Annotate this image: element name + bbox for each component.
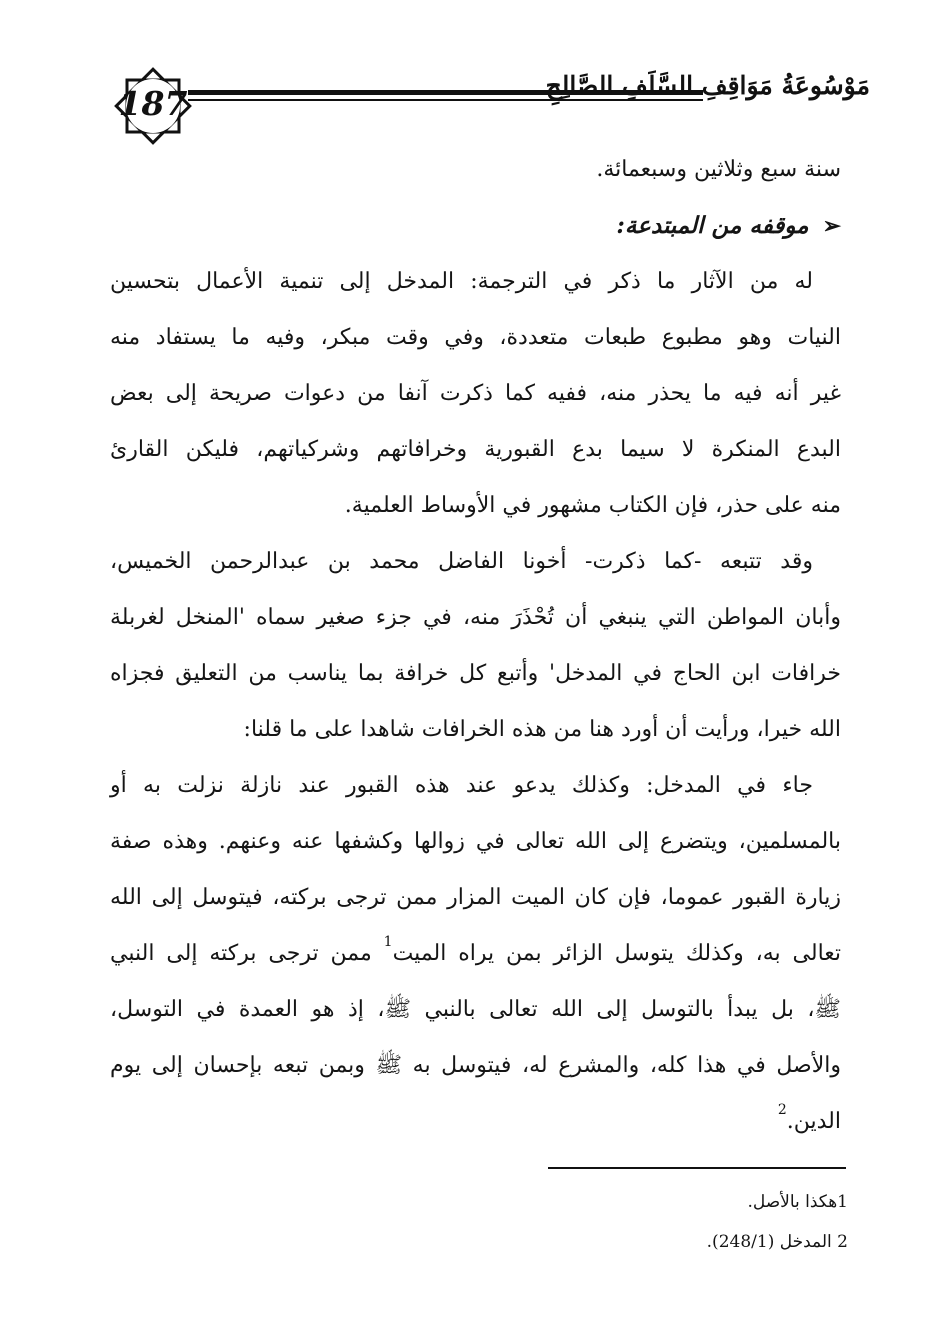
text-segment: ممن ترجى بركته إلى النبي	[110, 941, 372, 966]
section-heading	[110, 198, 841, 254]
text-line: والأصل في هذا كله، والمشرع له، فيتوسل به ﷺ وبمن تبعه بإحسان إلى يوم	[110, 1053, 841, 1078]
page-header	[95, 58, 870, 148]
text-line: الله خيرا، ورأيت أن أورد هنا من هذه الخرافات شاهدا على ما قلنا:	[243, 717, 841, 742]
text-line: وأبان المواطن التي ينبغي أن تُحْذَرَ منه، في جزء صغير سماه 'المنخل لغربلة	[110, 605, 841, 630]
text-line: خرافات ابن الحاج في المدخل' وأتبع كل خرافة بما يناسب من التعليق فجزاه	[110, 661, 841, 686]
text-line: زيارة القبور عموما، فإن كان الميت المزار ممن ترجى بركته، فيتوسل إلى الله	[110, 885, 841, 910]
footnote-separator	[548, 1167, 846, 1169]
text-line	[110, 1094, 841, 1150]
text-segment: تعالى به، وكذلك يتوسل الزائر بمن يراه الميت	[392, 941, 842, 966]
footnotes	[548, 1182, 848, 1262]
page-body	[110, 142, 841, 1150]
text-line: ﷺ، بل يبدأ بالتوسل إلى الله تعالى بالنبي ﷺ، إذ هو العمدة في التوسل،	[110, 997, 841, 1022]
text-line: منه على حذر، فإن الكتاب مشهور في الأوساط العلمية.	[344, 493, 841, 518]
text-line: وقد تتبعه -كما ذكرت- أخونا الفاضل محمد بن عبدالرحمن الخميس،	[110, 549, 813, 574]
book-title: مَوْسُوعَةُ مَوَاقِفِ السَّلَفِ الصَّالِحِ	[545, 71, 870, 100]
text-line: بالمسلمين، ويتضرع إلى الله تعالى في زوالها وكشفها عنه وعنهم. وهذه صفة	[110, 829, 841, 854]
footnote-marker: 1	[383, 934, 393, 950]
page-number: 187	[118, 84, 188, 123]
text-line: جاء في المدخل: وكذلك يدعو عند هذه القبور عند نازلة نزلت به أو	[110, 773, 813, 798]
footnote-item: 1هكذا بالأصل.	[747, 1192, 848, 1212]
text-line: سنة سبع وثلاثين وسبعمائة.	[596, 157, 841, 182]
text-line: النيات وهو مطبوع طبعات متعددة، وفي وقت مبكر، وفيه ما يستفاد منه	[110, 325, 841, 350]
footnote-marker: 2	[777, 1102, 787, 1118]
text-line: غير أنه فيه ما يحذر منه، ففيه كما ذكرت آنفا من دعوات صريحة إلى بعض	[110, 381, 841, 406]
text-line: له من الآثار ما ذكر في الترجمة: المدخل إلى تنمية الأعمال بتحسين	[110, 269, 813, 294]
footnote-item: 2 المدخل (248/1).	[706, 1232, 848, 1252]
section-heading-text: موقفه من المبتدعة:	[616, 212, 809, 239]
page-number-badge	[113, 66, 193, 146]
arrow-bullet-icon: ➢	[822, 213, 841, 239]
text-segment: الدين.	[786, 1109, 841, 1134]
text-line: البدع المنكرة لا سيما بدع القبورية وخرافاتهم وشركياتهم، فليكن القارئ	[110, 437, 841, 462]
text-line	[110, 926, 841, 982]
